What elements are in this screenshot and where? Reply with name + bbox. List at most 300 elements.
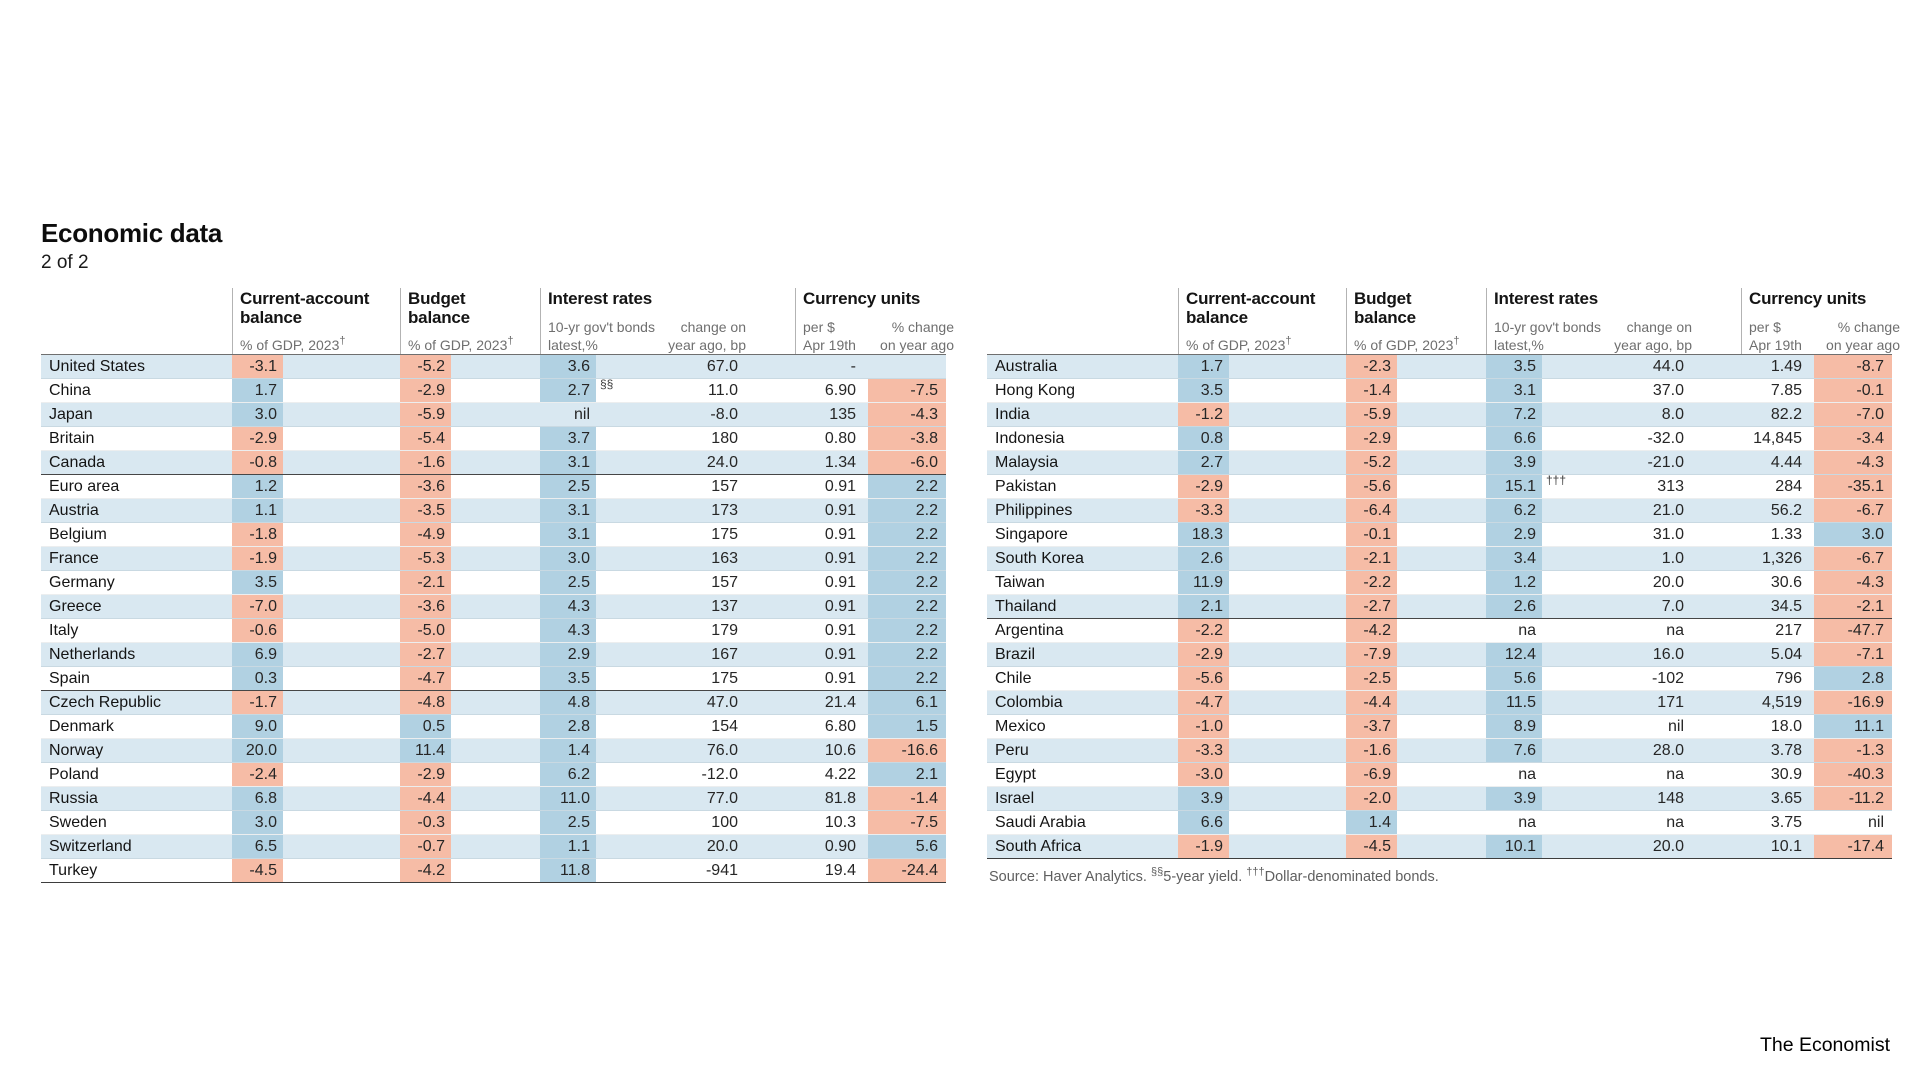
bond-yield-value: 2.9 — [540, 643, 596, 666]
budget-balance-value: -3.6 — [400, 475, 451, 498]
bond-yield-value: na — [1518, 622, 1536, 639]
currency-change-value: -17.4 — [1814, 835, 1892, 858]
current-account-value: -3.3 — [1178, 499, 1229, 522]
yield-change-value: 44.0 — [1652, 358, 1684, 375]
currency-change-value: -35.1 — [1814, 475, 1892, 498]
column-header-interest-rates: Interest rates 10-yr gov't bonds change on latest,% year ago, bp — [540, 288, 738, 354]
currency-rate-value: 34.5 — [1770, 598, 1802, 615]
currency-change-value: -4.3 — [1814, 571, 1892, 594]
currency-change-value — [868, 355, 946, 378]
country-name: Switzerland — [49, 838, 132, 855]
currency-change-value: -6.7 — [1814, 499, 1892, 522]
current-account-value: 3.0 — [232, 403, 283, 426]
currency-rate-value: - — [850, 358, 856, 375]
budget-balance-value: -2.5 — [1346, 667, 1397, 690]
dagger-footnote-marker: † — [1453, 335, 1460, 347]
country-name: Malaysia — [995, 454, 1059, 471]
currency-rate-value: 217 — [1775, 622, 1802, 639]
table-header — [41, 288, 954, 355]
table-row — [987, 811, 1892, 835]
country-name: Turkey — [49, 862, 98, 879]
current-account-value: -1.9 — [232, 547, 283, 570]
currency-rate-value: 0.91 — [824, 550, 856, 567]
budget-balance-value: -4.4 — [1346, 691, 1397, 714]
budget-balance-value: -2.9 — [1346, 427, 1397, 450]
currency-rate-value: 10.6 — [824, 742, 856, 759]
currency-rate-value: 0.91 — [824, 526, 856, 543]
currency-rate-value: 4,519 — [1761, 694, 1802, 711]
footnote-marker — [596, 859, 628, 882]
currency-change-value: -1.3 — [1814, 739, 1892, 762]
current-account-value: -1.8 — [232, 523, 283, 546]
budget-balance-value: -3.7 — [1346, 715, 1397, 738]
current-account-value: -1.9 — [1178, 835, 1229, 858]
bond-yield-value: 5.6 — [1486, 667, 1542, 690]
currency-change-value: -3.4 — [1814, 427, 1892, 450]
budget-balance-value: -7.9 — [1346, 643, 1397, 666]
footnote-marker — [1542, 355, 1574, 378]
country-name: Czech Republic — [49, 694, 162, 711]
country-name: Israel — [995, 790, 1035, 807]
footnote-marker — [596, 595, 628, 618]
bond-yield-value: 3.0 — [540, 547, 596, 570]
country-name: France — [49, 550, 99, 567]
currency-rate-value: 82.2 — [1770, 406, 1802, 423]
budget-balance-value: -6.9 — [1346, 763, 1397, 786]
bond-yield-value: nil — [573, 406, 590, 423]
currency-change-value: -6.0 — [868, 451, 946, 474]
footnote-marker — [596, 619, 628, 642]
budget-balance-value: -1.6 — [400, 451, 451, 474]
bond-yield-value: 1.1 — [540, 835, 596, 858]
country-name: Netherlands — [49, 646, 136, 663]
currency-rate-value: 4.22 — [824, 766, 856, 783]
currency-rate-value: 21.4 — [824, 694, 856, 711]
yield-change-value: 154 — [711, 718, 738, 735]
table-row — [41, 859, 946, 883]
current-account-value: -3.0 — [1178, 763, 1229, 786]
bond-yield-value: 2.9 — [1486, 523, 1542, 546]
bond-yield-value: 11.0 — [540, 787, 596, 810]
yield-change-value: 20.0 — [1652, 838, 1684, 855]
footnote-marker — [1542, 403, 1574, 426]
bond-yield-value: na — [1518, 766, 1536, 783]
budget-balance-value: -4.2 — [1346, 619, 1397, 642]
yield-change-value: 175 — [711, 670, 738, 687]
dagger-footnote-marker: † — [339, 335, 346, 347]
bond-yield-value: 6.2 — [1486, 499, 1542, 522]
budget-balance-value: 1.4 — [1346, 811, 1397, 834]
budget-balance-value: -2.2 — [1346, 571, 1397, 594]
country-name: Euro area — [49, 478, 120, 495]
bond-yield-value: 3.1 — [1486, 379, 1542, 402]
yield-change-value: 180 — [711, 430, 738, 447]
yield-change-value: 167 — [711, 646, 738, 663]
footnote-marker — [1542, 595, 1574, 618]
yield-change-value: 20.0 — [706, 838, 738, 855]
bond-yield-value: 6.6 — [1486, 427, 1542, 450]
current-account-value: -7.0 — [232, 595, 283, 618]
column-header-currency-units: Currency units per $ % change Apr 19th on year ago — [795, 288, 946, 354]
yield-change-value: 28.0 — [1652, 742, 1684, 759]
budget-balance-value: -5.0 — [400, 619, 451, 642]
footnote-marker — [596, 523, 628, 546]
table-row — [987, 715, 1892, 739]
budget-balance-value: -4.8 — [400, 691, 451, 714]
current-account-value: 20.0 — [232, 739, 283, 762]
bond-yield-value: 11.8 — [540, 859, 596, 882]
footnote-marker — [596, 427, 628, 450]
current-account-value: -2.9 — [1178, 643, 1229, 666]
current-account-value: 18.3 — [1178, 523, 1229, 546]
bond-yield-value: 3.1 — [540, 451, 596, 474]
yield-change-value: 47.0 — [706, 694, 738, 711]
source-note: Source: Haver Analytics. §§5-year yield. †††Dollar-denominated bonds. — [989, 866, 1439, 885]
footnote-marker — [1542, 619, 1574, 642]
table-row — [987, 739, 1892, 763]
currency-rate-value: 0.91 — [824, 646, 856, 663]
table-row — [41, 643, 946, 667]
current-account-value: 6.5 — [232, 835, 283, 858]
yield-change-value: na — [1666, 766, 1684, 783]
footnote-marker: ††† — [1546, 473, 1567, 487]
yield-change-value: -941 — [705, 862, 738, 879]
currency-rate-value: 796 — [1775, 670, 1802, 687]
currency-change-value: -11.2 — [1814, 787, 1892, 810]
currency-rate-value: 1.34 — [824, 454, 856, 471]
currency-rate-value: 1,326 — [1761, 550, 1802, 567]
yield-change-value: 137 — [711, 598, 738, 615]
country-name: Taiwan — [995, 574, 1045, 591]
country-name: Brazil — [995, 646, 1036, 663]
economic-table-left — [41, 288, 954, 883]
table-row — [41, 523, 946, 547]
budget-balance-value: -4.9 — [400, 523, 451, 546]
current-account-value: 3.9 — [1178, 787, 1229, 810]
yield-change-value: 148 — [1657, 790, 1684, 807]
budget-balance-value: -5.2 — [1346, 451, 1397, 474]
table-row — [987, 571, 1892, 595]
column-header-budget-balance: Budget balance % of GDP, 2023† — [400, 288, 540, 354]
currency-rate-value: 3.65 — [1770, 790, 1802, 807]
currency-change-value: 6.1 — [868, 691, 946, 714]
country-name: Germany — [49, 574, 115, 591]
footnote-marker — [1542, 811, 1574, 834]
country-name: Australia — [995, 358, 1058, 375]
yield-change-value: 31.0 — [1652, 526, 1684, 543]
bond-yield-value: 3.6 — [540, 355, 596, 378]
currency-rate-value: 0.80 — [824, 430, 856, 447]
footnote-marker — [1542, 547, 1574, 570]
country-name: Chile — [995, 670, 1032, 687]
footnote-marker — [1542, 691, 1574, 714]
currency-change-value: -7.0 — [1814, 403, 1892, 426]
footnote-marker — [596, 355, 628, 378]
current-account-value: -0.8 — [232, 451, 283, 474]
column-header-budget-balance: Budget balance % of GDP, 2023† — [1346, 288, 1486, 354]
footnote-marker — [1542, 835, 1574, 858]
bond-yield-value: 2.7 — [540, 379, 596, 402]
yield-change-value: 37.0 — [1652, 382, 1684, 399]
currency-rate-value: 56.2 — [1770, 502, 1802, 519]
yield-change-value: -102 — [1651, 670, 1684, 687]
budget-balance-value: -4.2 — [400, 859, 451, 882]
tables-container — [41, 288, 1900, 885]
bond-yield-value: 7.6 — [1486, 739, 1542, 762]
table-row — [41, 547, 946, 571]
table-row — [987, 787, 1892, 811]
current-account-value: 1.7 — [1178, 355, 1229, 378]
currency-rate-value: 3.78 — [1770, 742, 1802, 759]
current-account-value: 2.7 — [1178, 451, 1229, 474]
current-account-value: 6.8 — [232, 787, 283, 810]
currency-change-value: 2.2 — [868, 619, 946, 642]
page-number: 2 of 2 — [41, 252, 89, 273]
footnote-marker — [596, 475, 628, 498]
yield-change-value: 16.0 — [1652, 646, 1684, 663]
currency-change-value: -7.1 — [1814, 643, 1892, 666]
country-name: United States — [49, 358, 146, 375]
budget-balance-value: -0.3 — [400, 811, 451, 834]
currency-rate-value: 81.8 — [824, 790, 856, 807]
yield-change-value: 24.0 — [706, 454, 738, 471]
budget-balance-value: -5.4 — [400, 427, 451, 450]
budget-balance-value: -2.9 — [400, 379, 451, 402]
currency-rate-value: 284 — [1775, 478, 1802, 495]
footnote-marker — [596, 715, 628, 738]
country-name: Austria — [49, 502, 99, 519]
budget-balance-value: -2.1 — [400, 571, 451, 594]
bond-yield-value: 2.5 — [540, 475, 596, 498]
budget-balance-value: -5.9 — [1346, 403, 1397, 426]
bond-yield-value: 3.5 — [1486, 355, 1542, 378]
current-account-value: -5.6 — [1178, 667, 1229, 690]
country-name: Philippines — [995, 502, 1073, 519]
currency-change-value: nil — [1867, 814, 1884, 831]
page-title: Economic data — [41, 218, 223, 248]
column-header-current-account: Current-account balance % of GDP, 2023† — [232, 288, 400, 354]
currency-change-value: 1.5 — [868, 715, 946, 738]
currency-rate-value: 30.9 — [1770, 766, 1802, 783]
current-account-value: -2.9 — [232, 427, 283, 450]
yield-change-value: 67.0 — [706, 358, 738, 375]
yield-change-value: 157 — [711, 478, 738, 495]
table-row — [41, 667, 946, 691]
column-header-currency-units: Currency units per $ % change Apr 19th on year ago — [1741, 288, 1892, 354]
bond-yield-value: 1.4 — [540, 739, 596, 762]
yield-change-value: -8.0 — [710, 406, 738, 423]
currency-rate-value: 0.91 — [824, 670, 856, 687]
currency-rate-value: 0.90 — [824, 838, 856, 855]
currency-rate-value: 0.91 — [824, 598, 856, 615]
budget-balance-value: -3.6 — [400, 595, 451, 618]
footnote-marker — [596, 739, 628, 762]
bond-yield-value: 3.9 — [1486, 451, 1542, 474]
current-account-value: 6.9 — [232, 643, 283, 666]
footnote-marker — [596, 547, 628, 570]
currency-rate-value: 1.33 — [1770, 526, 1802, 543]
bond-yield-value: 2.5 — [540, 571, 596, 594]
budget-balance-value: 0.5 — [400, 715, 451, 738]
footnote-marker — [596, 691, 628, 714]
current-account-value: -3.3 — [1178, 739, 1229, 762]
publication-logo: The Economist — [1759, 1034, 1890, 1056]
currency-change-value: -24.4 — [868, 859, 946, 882]
budget-balance-value: -2.1 — [1346, 547, 1397, 570]
current-account-value: 2.6 — [1178, 547, 1229, 570]
footnote-marker — [1542, 787, 1574, 810]
country-name: Pakistan — [995, 478, 1057, 495]
country-name: South Africa — [995, 838, 1082, 855]
footnote-marker — [1542, 499, 1574, 522]
current-account-value: 9.0 — [232, 715, 283, 738]
table-row — [41, 619, 946, 643]
yield-change-value: 175 — [711, 526, 738, 543]
currency-rate-value: 0.91 — [824, 502, 856, 519]
currency-change-value: -16.9 — [1814, 691, 1892, 714]
current-account-value: -1.0 — [1178, 715, 1229, 738]
footnote-marker — [596, 667, 628, 690]
yield-change-value: 100 — [711, 814, 738, 831]
yield-change-value: na — [1666, 622, 1684, 639]
table-row — [987, 595, 1892, 619]
country-name: Indonesia — [995, 430, 1065, 447]
country-name: Sweden — [49, 814, 107, 831]
country-name: China — [49, 382, 91, 399]
yield-change-value: 171 — [1657, 694, 1684, 711]
table-row — [987, 475, 1892, 499]
currency-rate-value: 0.91 — [824, 622, 856, 639]
table-row — [41, 451, 946, 475]
currency-change-value: 2.2 — [868, 595, 946, 618]
footnote-marker — [596, 835, 628, 858]
bond-yield-value: 4.3 — [540, 595, 596, 618]
current-account-value: -2.9 — [1178, 475, 1229, 498]
footnote-marker — [596, 811, 628, 834]
currency-rate-value: 4.44 — [1770, 454, 1802, 471]
economic-data-panel — [41, 218, 1900, 885]
budget-balance-value: -5.9 — [400, 403, 451, 426]
bond-yield-value: 1.2 — [1486, 571, 1542, 594]
currency-change-value: 11.1 — [1814, 715, 1892, 738]
dagger-footnote-marker: ††† — [1246, 866, 1265, 878]
table-row — [41, 379, 946, 403]
country-name: Poland — [49, 766, 99, 783]
table-row — [41, 355, 946, 379]
budget-balance-value: -4.5 — [1346, 835, 1397, 858]
table-row — [987, 403, 1892, 427]
currency-change-value: -4.3 — [1814, 451, 1892, 474]
table-body — [987, 355, 1892, 859]
budget-balance-value: -4.4 — [400, 787, 451, 810]
table-row — [987, 667, 1892, 691]
current-account-value: -2.2 — [1178, 619, 1229, 642]
current-account-value: 0.8 — [1178, 427, 1229, 450]
currency-change-value: 2.1 — [868, 763, 946, 786]
budget-balance-value: -5.3 — [400, 547, 451, 570]
currency-change-value: -3.8 — [868, 427, 946, 450]
currency-rate-value: 1.49 — [1770, 358, 1802, 375]
currency-change-value: 3.0 — [1814, 523, 1892, 546]
yield-change-value: 313 — [1657, 478, 1684, 495]
table-row — [987, 547, 1892, 571]
table-row — [987, 643, 1892, 667]
current-account-value: 11.9 — [1178, 571, 1229, 594]
currency-change-value: 2.2 — [868, 499, 946, 522]
currency-rate-value: 10.1 — [1770, 838, 1802, 855]
budget-balance-value: 11.4 — [400, 739, 451, 762]
country-name: Singapore — [995, 526, 1068, 543]
currency-rate-value: 19.4 — [824, 862, 856, 879]
bond-yield-value: 4.3 — [540, 619, 596, 642]
currency-rate-value: 10.3 — [824, 814, 856, 831]
current-account-value: 0.3 — [232, 667, 283, 690]
budget-balance-value: -1.4 — [1346, 379, 1397, 402]
yield-change-value: 163 — [711, 550, 738, 567]
footnote-marker — [1542, 451, 1574, 474]
bond-yield-value: 12.4 — [1486, 643, 1542, 666]
footnote-marker — [596, 451, 628, 474]
bond-yield-value: 3.1 — [540, 523, 596, 546]
economic-table-right — [987, 288, 1900, 885]
currency-rate-value: 6.90 — [824, 382, 856, 399]
footnote-marker — [596, 643, 628, 666]
currency-rate-value: 135 — [829, 406, 856, 423]
yield-change-value: -12.0 — [701, 766, 738, 783]
column-header-interest-rates: Interest rates 10-yr gov't bonds change on latest,% year ago, bp — [1486, 288, 1684, 354]
country-name: Greece — [49, 598, 102, 615]
country-name: Denmark — [49, 718, 114, 735]
footnote-marker — [1542, 643, 1574, 666]
footnote-marker — [596, 499, 628, 522]
currency-change-value: -8.7 — [1814, 355, 1892, 378]
country-name: Russia — [49, 790, 98, 807]
currency-change-value: -1.4 — [868, 787, 946, 810]
bond-yield-value: 7.2 — [1486, 403, 1542, 426]
table-row — [41, 403, 946, 427]
footnote-marker — [1542, 667, 1574, 690]
table-row — [41, 787, 946, 811]
yield-change-value: 11.0 — [708, 382, 738, 399]
yield-change-value: 76.0 — [706, 742, 738, 759]
country-name: Spain — [49, 670, 90, 687]
country-name: Argentina — [995, 622, 1064, 639]
yield-change-value: 173 — [711, 502, 738, 519]
column-header-current-account: Current-account balance % of GDP, 2023† — [1178, 288, 1346, 354]
budget-balance-value: -4.7 — [400, 667, 451, 690]
currency-rate-value: 6.80 — [824, 718, 856, 735]
yield-change-value: 20.0 — [1652, 574, 1684, 591]
country-name: Thailand — [995, 598, 1057, 615]
budget-balance-value: -2.7 — [1346, 595, 1397, 618]
table-row — [987, 379, 1892, 403]
country-name: Canada — [49, 454, 106, 471]
dagger-footnote-marker: † — [507, 335, 514, 347]
current-account-value: -4.7 — [1178, 691, 1229, 714]
currency-rate-value: 5.04 — [1770, 646, 1802, 663]
table-row — [41, 763, 946, 787]
table-row — [41, 715, 946, 739]
table-row — [987, 451, 1892, 475]
current-account-value: 1.1 — [232, 499, 283, 522]
country-name: Peru — [995, 742, 1029, 759]
currency-change-value: -16.6 — [868, 739, 946, 762]
budget-balance-value: -3.5 — [400, 499, 451, 522]
table-row — [41, 691, 946, 715]
currency-rate-value: 0.91 — [824, 574, 856, 591]
yield-change-value: 7.0 — [1661, 598, 1684, 615]
current-account-value: 2.1 — [1178, 595, 1229, 618]
